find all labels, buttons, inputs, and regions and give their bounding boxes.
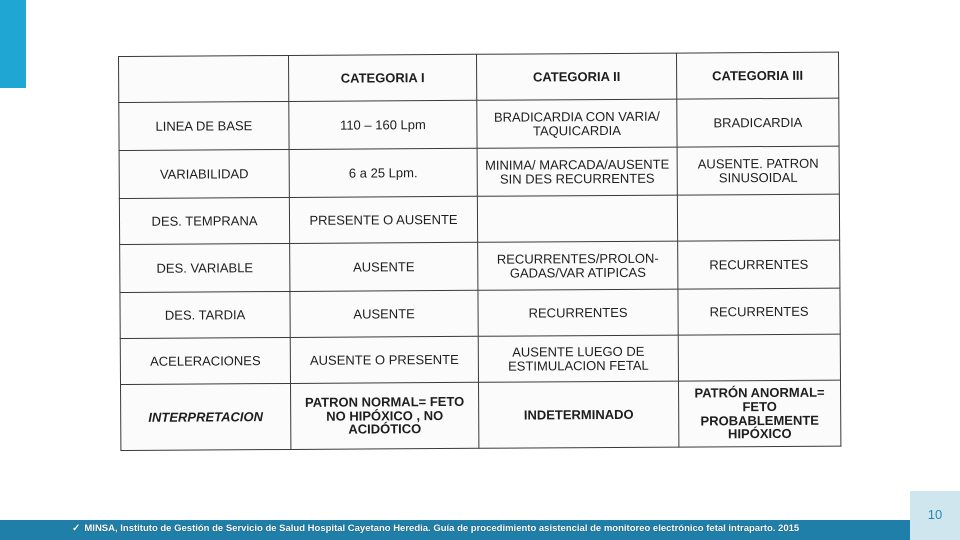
table-cell: AUSENTE — [290, 242, 478, 291]
row-label: VARIABILIDAD — [119, 149, 289, 198]
table-cell — [677, 194, 839, 241]
header-categoria-3: CATEGORIA III — [676, 52, 838, 99]
table-row — [119, 98, 839, 150]
category-table — [118, 52, 841, 451]
footer-citation: MINSA, Instituto de Gestión de Servicio de Salud Hospital Cayetano Heredia. Guía de procedimiento asistencial de monitoreo electrónico fetal intraparto. 2015 — [84, 523, 800, 534]
table-row — [119, 146, 839, 198]
table-cell: AUSENTE. PATRON SINUSOIDAL — [677, 146, 839, 195]
table-cell: RECURRENTES/PROLON-GADAS/VAR ATIPICAS — [478, 241, 678, 290]
table-cell: BRADICARDIA CON VARIA/ TAQUICARDIA — [477, 99, 677, 148]
row-label: DES. TARDIA — [120, 291, 290, 338]
table-cell: AUSENTE LUEGO DE ESTIMULACION FETAL — [478, 335, 678, 382]
footer-citation-line — [72, 523, 799, 534]
page-number-box — [910, 491, 960, 540]
table-cell: RECURRENTES — [678, 288, 840, 335]
row-label: ACELERACIONES — [120, 337, 290, 384]
header-categoria-1: CATEGORIA I — [288, 54, 476, 101]
table-cell: PATRON NORMAL= FETO NO HIPÓXICO , NO ACIDÓTICO — [291, 382, 479, 449]
category-table-image — [118, 52, 840, 450]
table-cell: 110 – 160 Lpm — [289, 100, 477, 149]
check-icon: ✓ — [72, 523, 81, 534]
table-cell: MINIMA/ MARCADA/AUSENTE SIN DES RECURRENTES — [477, 147, 677, 196]
row-label: LINEA DE BASE — [119, 101, 289, 150]
row-label: DES. VARIABLE — [120, 243, 290, 292]
table-cell: AUSENTE — [290, 290, 478, 337]
page-number: 10 — [927, 507, 943, 522]
footer-bar — [0, 520, 910, 540]
table-row — [120, 288, 840, 338]
table-cell: BRADICARDIA — [677, 98, 839, 147]
table-cell: RECURRENTES — [478, 289, 678, 336]
table-cell — [477, 195, 677, 242]
row-label: INTERPRETACION — [121, 383, 291, 450]
header-row — [119, 52, 839, 102]
table-cell: PATRÓN ANORMAL= FETO PROBABLEMENTE HIPÓXICO — [678, 380, 840, 447]
table-cell: INDETERMINADO — [479, 381, 679, 448]
table-row — [120, 240, 840, 292]
table-row — [120, 334, 840, 384]
table-cell — [678, 334, 840, 381]
header-categoria-2: CATEGORIA II — [476, 53, 676, 100]
table-cell: PRESENTE O AUSENTE — [289, 196, 477, 243]
table-cell: 6 a 25 Lpm. — [289, 148, 477, 197]
table-row-interpretacion — [121, 380, 841, 450]
table-row — [119, 194, 839, 244]
table-cell: RECURRENTES — [678, 240, 840, 289]
row-label: DES. TEMPRANA — [119, 197, 289, 244]
table-cell: AUSENTE O PRESENTE — [290, 336, 478, 383]
header-empty — [119, 55, 289, 102]
accent-bar — [0, 0, 26, 88]
